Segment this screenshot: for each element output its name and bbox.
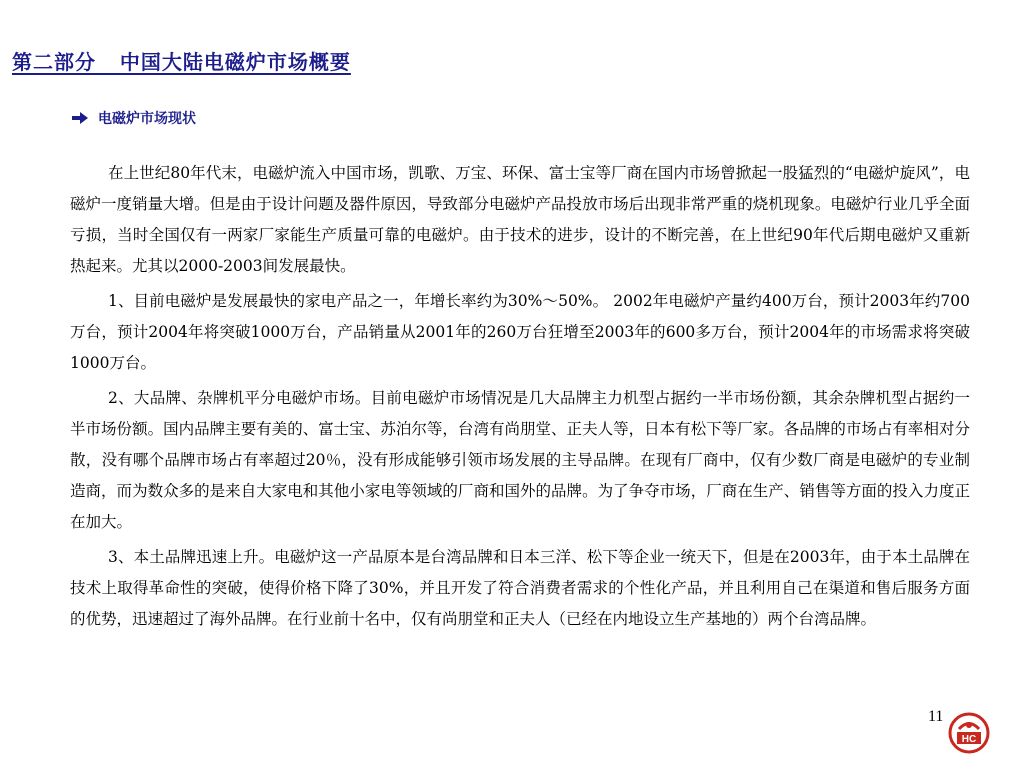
paragraph-point-1: 1、目前电磁炉是发展最快的家电产品之一，年增长率约为30%～50%。 2002年电磁炉产量约400万台，预计2003年约700万台，预计2004年将突破1000万台，产品销量从2001年的260万台狂增至2003年的600多万台，预计2004年的市场需求将突破1000万台。 <box>70 292 970 372</box>
page-number: 11 <box>928 708 944 725</box>
page-title: 第二部分 中国大陆电磁炉市场概要 <box>12 50 351 74</box>
body-content <box>70 158 970 639</box>
section-heading <box>72 108 196 128</box>
logo-text: HC <box>961 734 977 745</box>
company-logo <box>948 712 990 754</box>
paragraph-intro: 在上世纪80年代末，电磁炉流入中国市场，凯歌、万宝、环保、富士宝等厂商在国内市场曾掀起一股猛烈的“电磁炉旋风”，电磁炉一度销量大增。但是由于设计问题及器件原因，导致部分电磁炉产品投放市场后出现非常严重的烧机现象。电磁炉行业几乎全面亏损，当时全国仅有一两家厂家能生产质量可靠的电磁炉。由于技术的进步，设计的不断完善，在上世纪90年代后期电磁炉又重新热起来。尤其以2000-2003间发展最快。 <box>70 164 970 275</box>
paragraph-point-2: 2、大品牌、杂牌机平分电磁炉市场。目前电磁炉市场情况是几大品牌主力机型占据约一半市场份额，其余杂牌机型占据约一半市场份额。国内品牌主要有美的、富士宝、苏泊尔等，台湾有尚朋堂、正夫人等，日本有松下等厂家。各品牌的市场占有率相对分散，没有哪个品牌市场占有率超过20％，没有形成能够引领市场发展的主导品牌。在现有厂商中，仅有少数厂商是电磁炉的专业制造商，而为数众多的是来自大家电和其他小家电等领域的厂商和国外的品牌。为了争夺市场，厂商在生产、销售等方面的投入力度正在加大。 <box>70 389 970 531</box>
section-heading-label: 电磁炉市场现状 <box>98 111 196 127</box>
arrow-right-icon <box>72 111 88 125</box>
paragraph-point-3: 3、本土品牌迅速上升。电磁炉这一产品原本是台湾品牌和日本三洋、松下等企业一统天下，但是在2003年，由于本土品牌在技术上取得革命性的突破，使得价格下降了30%，并且开发了符合消费者需求的个性化产品，并且利用自己在渠道和售后服务方面的优势，迅速超过了海外品牌。在行业前十名中，仅有尚朋堂和正夫人（已经在内地设立生产基地的）两个台湾品牌。 <box>70 548 970 628</box>
